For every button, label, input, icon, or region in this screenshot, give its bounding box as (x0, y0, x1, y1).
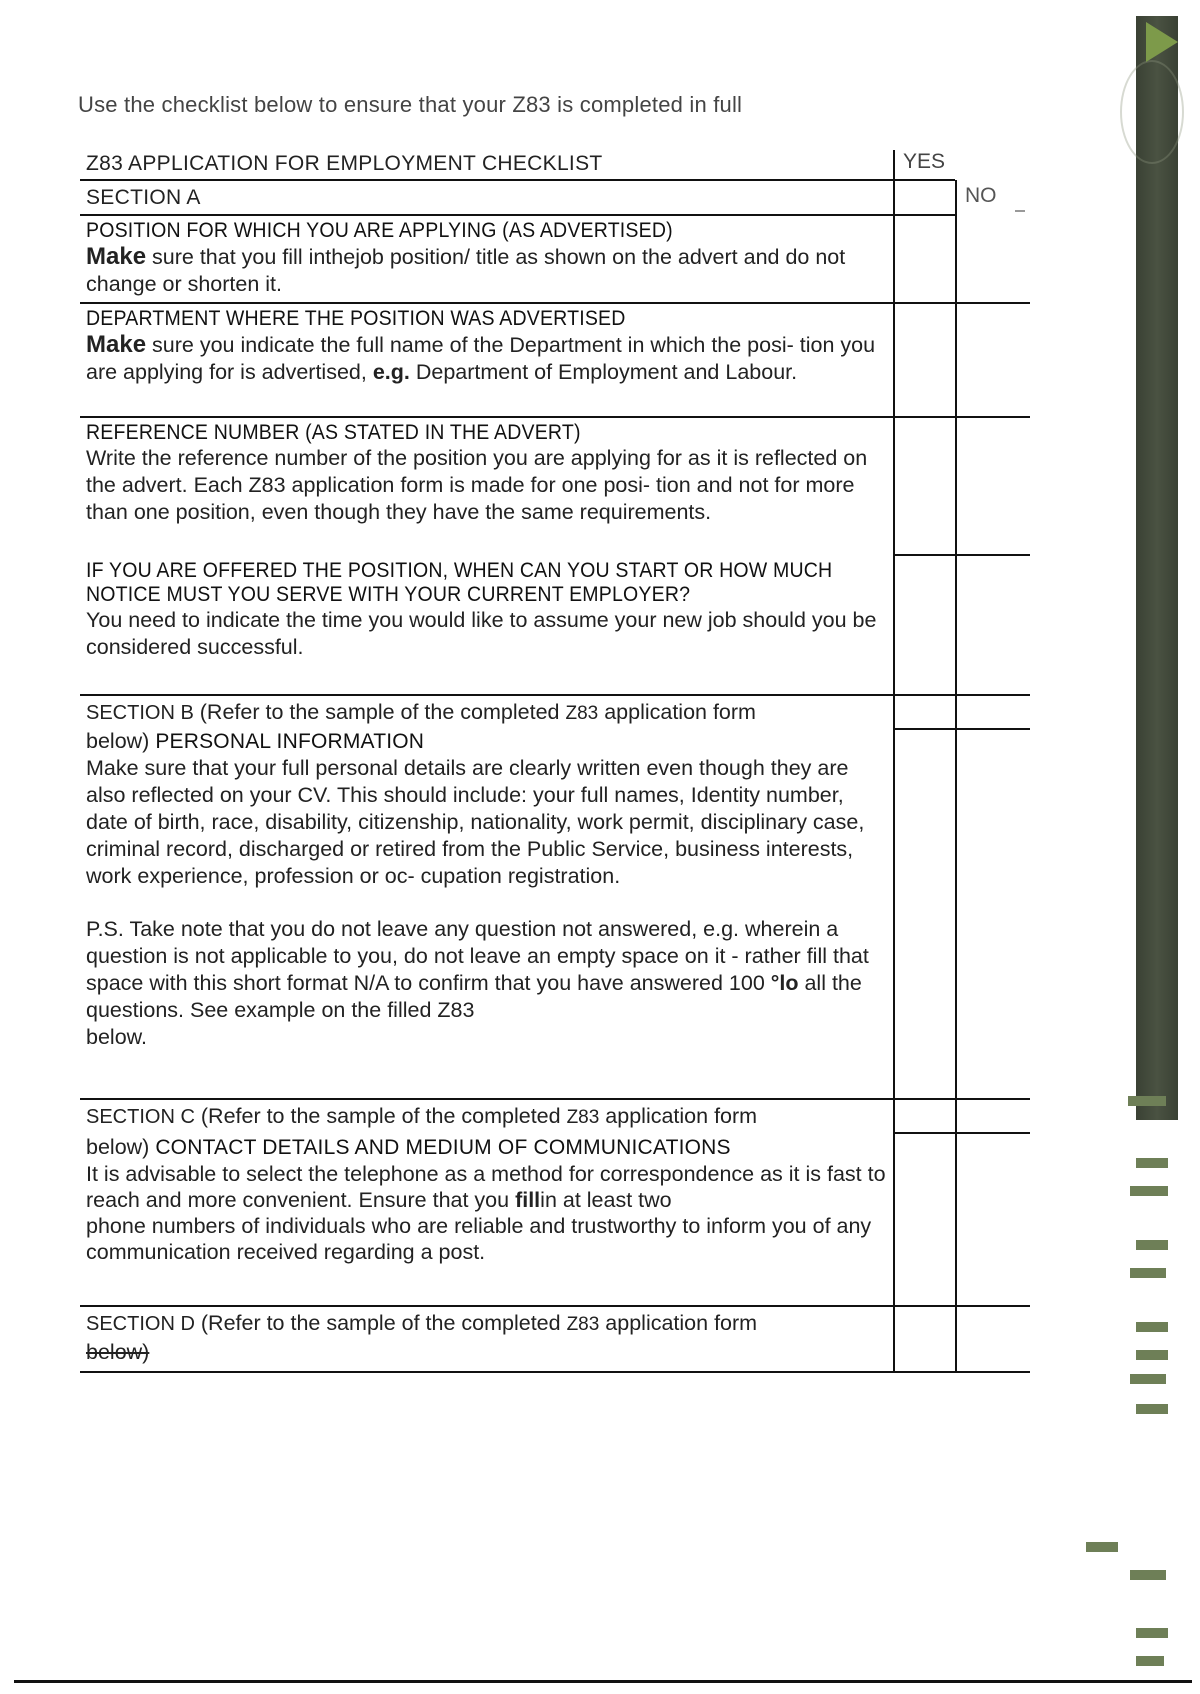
dash-mark (1128, 1096, 1166, 1106)
decorative-sidebar (1136, 16, 1178, 1120)
section-d-label-text: SECTION D (86, 1313, 195, 1335)
item-caption: POSITION FOR WHICH YOU ARE APPLYING (AS ADVERTISED) (86, 219, 673, 242)
section-b-no[interactable] (955, 696, 1030, 730)
item-department-text (80, 304, 893, 418)
section-b-ref-end: application form (598, 700, 756, 724)
emphasis: Make (86, 243, 147, 270)
section-b-ref: (Refer to the sample of the completed (193, 700, 566, 724)
dash-mark (1086, 1542, 1118, 1552)
checkbox-yes[interactable] (893, 216, 955, 304)
section-d-cont: below) (86, 1340, 150, 1364)
section-a-row (80, 180, 1030, 216)
checkbox-yes[interactable] (893, 1307, 955, 1373)
intro-text: Use the checklist below to ensure that your Z83 is completed in full (78, 92, 743, 117)
item-contact-details-text (80, 1132, 893, 1307)
section-b-cont: below) (86, 729, 156, 753)
ps-text: P.S. Take note that you do not leave any question not answered, e.g. wherein a question is not applicable to you, do not leave an empty space on it - rather fill that space with this short format N/A to confirm that you have answered 100 (86, 917, 869, 995)
ps-note (86, 916, 887, 1051)
section-c-row (80, 1100, 1030, 1132)
dash-mark (1136, 1656, 1164, 1666)
section-d-row (80, 1307, 1030, 1364)
yes-column-header: YES (893, 150, 955, 181)
section-c-no[interactable] (955, 1100, 1030, 1134)
section-b-yes[interactable] (893, 696, 955, 730)
section-c-z83: Z83 (566, 1107, 600, 1128)
body-text: Department of Employment and Labour. (409, 360, 798, 384)
checkbox-no[interactable] (955, 1307, 1030, 1373)
section-d-label (80, 1307, 893, 1373)
section-d-z83: Z83 (566, 1314, 600, 1335)
ps-text: all the questions. See example on the filled Z83 (86, 971, 862, 1022)
footer-rule (14, 1680, 1192, 1683)
item-contact-details (80, 1132, 1030, 1307)
checkbox-no[interactable] (955, 418, 1030, 556)
item-position (80, 216, 1030, 304)
checkbox-yes[interactable] (893, 1132, 955, 1307)
checkbox-yes[interactable] (893, 304, 955, 418)
item-body (86, 243, 887, 298)
section-a-label: SECTION A (80, 180, 893, 216)
item-caption: DEPARTMENT WHERE THE POSITION WAS ADVERTISED (86, 307, 626, 330)
checkbox-no[interactable] (955, 556, 1030, 696)
checkbox-yes[interactable] (893, 556, 955, 696)
dash-mark (1130, 1268, 1166, 1278)
eg-text: e.g. (372, 360, 410, 384)
section-c-ref-end: application form (599, 1104, 758, 1128)
header-row (80, 150, 1030, 180)
swirl-decoration (1120, 60, 1184, 164)
dash-mark (1136, 1350, 1168, 1360)
section-b-label-text: SECTION B (86, 702, 194, 724)
item-caption: REFERENCE NUMBER (AS STATED IN THE ADVERT) (86, 421, 581, 444)
dash-mark (1136, 1240, 1168, 1250)
dash-mark (1130, 1374, 1166, 1384)
item-body: Write the reference number of the position you are applying for as it is reflected on the advert. Each Z83 application form is made for one posi- tion and not for more than one position, even though they have the same requirements. (86, 446, 868, 524)
item-position-text (80, 216, 893, 304)
item-personal-info (80, 726, 1030, 1100)
section-b-z83: Z83 (565, 703, 599, 724)
no-column-header: NO (955, 180, 1030, 216)
section-c-cont: below) (86, 1135, 156, 1159)
item-start-date (80, 556, 1030, 696)
emphasis: Make (86, 331, 147, 358)
item-caption: PERSONAL INFORMATION (155, 730, 425, 753)
section-c-label (80, 1100, 893, 1134)
item-body: You need to indicate the time you would like to assume your new job should you be considered successful. (86, 608, 877, 659)
item-body: Make sure that your full personal details are clearly written even though they are also reflected on your CV. This should include: your full names, Identity number, date of birth, race, disability, citizenship, nationality, work permit, disciplinary case, criminal record, discharged or retired from the Public Service, business interests, work experience, profession or oc- cupation registration. (86, 756, 865, 888)
checkbox-yes[interactable] (893, 726, 955, 1100)
item-body (86, 331, 887, 386)
body-text: in at least two (540, 1188, 672, 1212)
section-c-label-text: SECTION C (86, 1106, 195, 1128)
checkbox-no[interactable] (955, 216, 1030, 304)
fill-text: fill (515, 1188, 541, 1212)
section-c-yes[interactable] (893, 1100, 955, 1134)
section-d-ref-end: application form (599, 1311, 758, 1335)
body-text: sure that you fill inthejob position/ title as shown on the advert and do not change or shorten it. (86, 245, 846, 296)
body-text: phone numbers of individuals who are reliable and trustworthy to inform you of any communication received regarding a post. (86, 1214, 872, 1264)
dash-mark (1130, 1570, 1166, 1580)
play-arrow-icon (1146, 22, 1178, 62)
checklist-table (80, 150, 1030, 1364)
body-text: sure you indicate the full name of the Department in which the posi- tion you are applying for is advertised, (86, 333, 876, 384)
ps-text: below. (86, 1025, 147, 1049)
dash-mark (1136, 1322, 1168, 1332)
section-a-yes (893, 180, 955, 216)
ps-percent: °lo (770, 971, 799, 995)
dash-mark (1136, 1628, 1168, 1638)
checklist-title: Z83 APPLICATION FOR EMPLOYMENT CHECKLIST (80, 150, 893, 181)
body-text: It is advisable to select the telephone as a method for correspondence as it is fast to reach and more convenient. Ensure that you (86, 1162, 886, 1212)
item-caption: IF YOU ARE OFFERED THE POSITION, WHEN CAN YOU START OR HOW MUCH NOTICE MUST YOU SERVE WITH YOUR CURRENT EMPLOYER? (86, 559, 833, 606)
section-c-ref: (Refer to the sample of the completed (194, 1104, 567, 1128)
item-start-date-text (80, 556, 893, 696)
section-b-label (80, 696, 893, 730)
dash-mark (1130, 1186, 1168, 1196)
item-body (86, 1161, 887, 1265)
item-reference (80, 418, 1030, 556)
checkbox-no[interactable] (955, 304, 1030, 418)
item-department (80, 304, 1030, 418)
dash-mark (1136, 1404, 1168, 1414)
checkbox-no[interactable] (955, 726, 1030, 1100)
dash-mark (1136, 1158, 1168, 1168)
section-d-ref: (Refer to the sample of the completed (194, 1311, 567, 1335)
item-reference-text (80, 418, 893, 556)
checkbox-yes[interactable] (893, 418, 955, 556)
header-spacer (955, 150, 1030, 181)
item-personal-info-text (80, 726, 893, 1100)
checkbox-no[interactable] (955, 1132, 1030, 1307)
section-b-row (80, 696, 1030, 726)
item-caption: CONTACT DETAILS AND MEDIUM OF COMMUNICATIONS (155, 1136, 731, 1159)
